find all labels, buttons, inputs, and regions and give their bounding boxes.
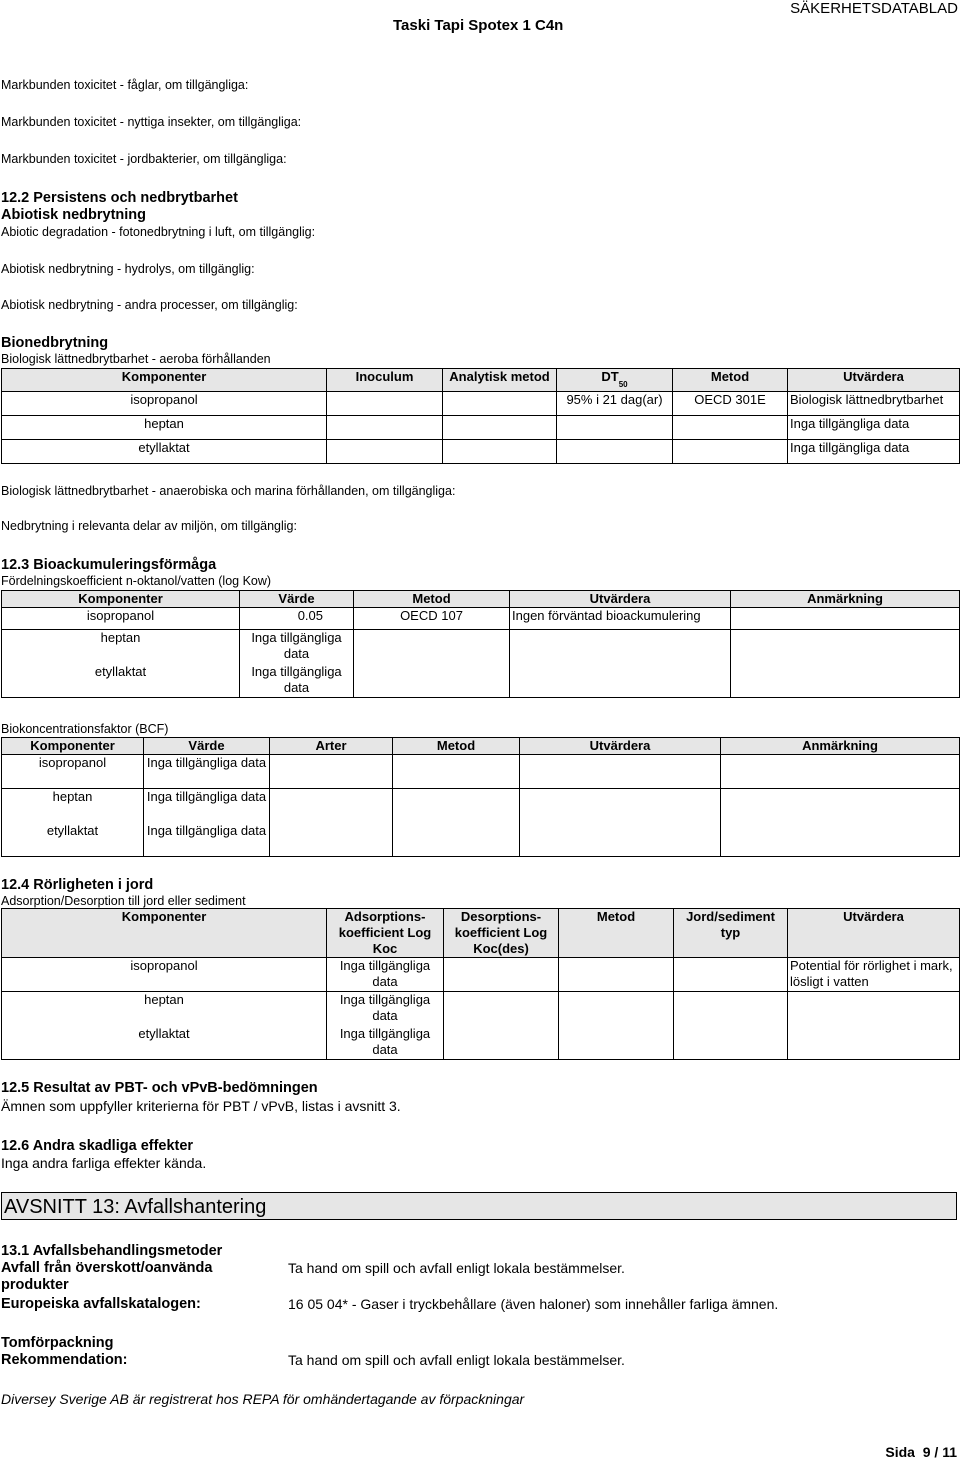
cell-inoculum xyxy=(327,439,443,463)
log-kow-table xyxy=(1,590,960,698)
cell-komponent: heptan xyxy=(2,789,144,823)
abiotic-photodegradation: Abiotic degradation - fotonedbrytning i luft, om tillgänglig: xyxy=(1,225,316,239)
col-komponenter: Komponenter xyxy=(2,738,144,755)
toxicity-insects: Markbunden toxicitet - nyttiga insekter, om tillgängliga: xyxy=(1,115,302,129)
cell-metod xyxy=(393,789,520,857)
cell-metod xyxy=(559,958,674,992)
cell-metod xyxy=(354,664,510,698)
cell-varde: Inga tillgängliga data xyxy=(144,755,270,789)
recommendation-value: Ta hand om spill och avfall enligt lokala bestämmelser. xyxy=(288,1352,625,1368)
recommendation-label: Rekommendation: xyxy=(1,1352,128,1368)
cell-varde: Inga tillgängliga data xyxy=(240,664,354,698)
section-12-6-text: Inga andra farliga effekter kända. xyxy=(1,1155,207,1171)
col-metod: Metod xyxy=(393,738,520,755)
cell-metod xyxy=(559,992,674,1060)
cell-metod xyxy=(673,415,788,439)
cell-anmarkning xyxy=(721,755,960,789)
col-utvardera: Utvärdera xyxy=(788,369,960,392)
cell-anmarkning xyxy=(731,608,960,630)
col-komponenter: Komponenter xyxy=(2,591,240,608)
page-label: Sida xyxy=(885,1444,915,1460)
col-adsorption: Adsorptions-koefficient Log Koc xyxy=(327,909,444,958)
col-varde: Värde xyxy=(240,591,354,608)
col-desorption: Desorptions-koefficient Log Koc(des) xyxy=(444,909,559,958)
cell-komponent: etyllaktat xyxy=(2,664,240,698)
cell-utvardera xyxy=(520,789,721,857)
col-anmarkning: Anmärkning xyxy=(731,591,960,608)
cell-anmarkning xyxy=(721,789,960,857)
table-row xyxy=(2,789,960,823)
page-number xyxy=(885,1444,957,1460)
cell-metod xyxy=(354,630,510,664)
cell-komponent: etyllaktat xyxy=(2,823,144,857)
cell-metod xyxy=(673,439,788,463)
cell-desorption xyxy=(444,958,559,992)
col-komponenter: Komponenter xyxy=(2,909,327,958)
cell-adsorption: Inga tillgängliga data xyxy=(327,958,444,992)
cell-varde: Inga tillgängliga data xyxy=(144,823,270,857)
cell-utvardera: Biologisk lättnedbrytbarhet xyxy=(788,391,960,415)
table-row xyxy=(2,439,960,463)
cell-arter xyxy=(270,789,393,857)
cell-metod xyxy=(393,755,520,789)
cell-analytisk xyxy=(443,415,557,439)
abiotic-other: Abiotisk nedbrytning - andra processer, om tillgänglig: xyxy=(1,298,298,312)
cell-komponent: isopropanol xyxy=(2,608,240,630)
cell-dt50: 95% i 21 dag(ar) xyxy=(557,391,673,415)
waste-surplus-value: Ta hand om spill och avfall enligt lokala bestämmelser. xyxy=(288,1260,625,1276)
section-13-1-heading: 13.1 Avfallsbehandlingsmetoder xyxy=(1,1243,223,1259)
cell-varde: Inga tillgängliga data xyxy=(144,789,270,823)
col-metod: Metod xyxy=(673,369,788,392)
cell-utvardera xyxy=(510,630,731,698)
cell-adsorption: Inga tillgängliga data xyxy=(327,1026,444,1060)
bcf-table xyxy=(1,737,960,857)
col-metod: Metod xyxy=(559,909,674,958)
cell-utvardera: Inga tillgängliga data xyxy=(788,439,960,463)
col-inoculum: Inoculum xyxy=(327,369,443,392)
cell-arter xyxy=(270,755,393,789)
table-row xyxy=(2,630,960,664)
cell-utvardera xyxy=(788,992,960,1060)
toxicity-soil-bacteria: Markbunden toxicitet - jordbakterier, om tillgängliga: xyxy=(1,152,287,166)
cell-komponent: heptan xyxy=(2,992,327,1026)
cell-utvardera: Inga tillgängliga data xyxy=(788,415,960,439)
cell-metod: OECD 107 xyxy=(354,608,510,630)
adsorption-label: Adsorption/Desorption till jord eller sediment xyxy=(1,894,246,908)
biodegradation-heading: Bionedbrytning xyxy=(1,335,109,351)
waste-surplus-label: Avfall från överskott/oanvända produkter xyxy=(1,1260,213,1293)
col-utvardera: Utvärdera xyxy=(788,909,960,958)
cell-komponent: heptan xyxy=(2,630,240,664)
document-title: Taski Tapi Spotex 1 C4n xyxy=(393,17,564,34)
col-utvardera: Utvärdera xyxy=(520,738,721,755)
cell-adsorption: Inga tillgängliga data xyxy=(327,992,444,1026)
page-value: 9 / 11 xyxy=(922,1444,957,1460)
anaerobic-label: Biologisk lättnedbrytbarhet - anaerobiska och marina förhållanden, om tillgängliga: xyxy=(1,484,456,498)
cell-inoculum xyxy=(327,391,443,415)
col-utvardera: Utvärdera xyxy=(510,591,731,608)
cell-utvardera: Potential för rörlighet i mark, lösligt i vatten xyxy=(788,958,960,992)
col-komponenter: Komponenter xyxy=(2,369,327,392)
cell-komponent: isopropanol xyxy=(2,958,327,992)
col-dt50: $DT_{50}$ xyxy=(557,369,673,392)
cell-dt50 xyxy=(557,439,673,463)
log-kow-label: Fördelningskoefficient n-oktanol/vatten (log Kow) xyxy=(1,574,272,588)
table-row xyxy=(2,415,960,439)
section-12-2-heading: 12.2 Persistens och nedbrytbarhet xyxy=(1,190,238,206)
section-13-title: AVSNITT 13: Avfallshantering xyxy=(1,1192,957,1220)
empty-packaging-label: Tomförpackning xyxy=(1,1335,114,1351)
environment-degradation-label: Nedbrytning i relevanta delar av miljön, om tillgänglig: xyxy=(1,519,297,533)
col-metod: Metod xyxy=(354,591,510,608)
col-arter: Arter xyxy=(270,738,393,755)
section-12-6-heading: 12.6 Andra skadliga effekter xyxy=(1,1138,194,1154)
cell-anmarkning xyxy=(731,630,960,698)
cell-jord xyxy=(674,992,788,1060)
cell-komponent: etyllaktat xyxy=(2,1026,327,1060)
cell-utvardera xyxy=(520,755,721,789)
cell-dt50 xyxy=(557,415,673,439)
table-row xyxy=(2,958,960,992)
table-row xyxy=(2,391,960,415)
cell-analytisk xyxy=(443,439,557,463)
table-row xyxy=(2,608,960,630)
abiotic-hydrolysis: Abiotisk nedbrytning - hydrolys, om tillgänglig: xyxy=(1,262,255,276)
cell-varde: Inga tillgängliga data xyxy=(240,630,354,664)
cell-komponent: isopropanol xyxy=(2,755,144,789)
adsorption-table xyxy=(1,908,960,1060)
biodegradation-table xyxy=(1,368,960,464)
table-row xyxy=(2,755,960,789)
cell-metod: OECD 301E xyxy=(673,391,788,415)
section-12-3-heading: 12.3 Bioackumuleringsförmåga xyxy=(1,557,217,573)
cell-jord xyxy=(674,958,788,992)
ewc-value: 16 05 04* - Gaser i tryckbehållare (även haloner) som innehåller farliga ämnen. xyxy=(288,1296,779,1312)
repa-note: Diversey Sverige AB är registrerat hos REPA för omhändertagande av förpackningar xyxy=(1,1391,525,1407)
col-anmarkning: Anmärkning xyxy=(721,738,960,755)
bcf-label: Biokoncentrationsfaktor (BCF) xyxy=(1,722,169,736)
col-jord-sediment: Jord/sediment typ xyxy=(674,909,788,958)
ewc-label: Europeiska avfallskatalogen: xyxy=(1,1296,201,1312)
cell-komponent: heptan xyxy=(2,415,327,439)
cell-utvardera: Ingen förväntad bioackumulering xyxy=(510,608,731,630)
cell-komponent: etyllaktat xyxy=(2,439,327,463)
section-12-4-heading: 12.4 Rörligheten i jord xyxy=(1,877,154,893)
cell-desorption xyxy=(444,992,559,1060)
abiotic-heading: Abiotisk nedbrytning xyxy=(1,207,146,223)
col-analytisk-metod: Analytisk metod xyxy=(443,369,557,392)
section-12-5-text: Ämnen som uppfyller kriterierna för PBT / vPvB, listas i avsnitt 3. xyxy=(1,1098,401,1114)
cell-varde: 0.05 xyxy=(240,608,354,630)
col-varde: Värde xyxy=(144,738,270,755)
cell-inoculum xyxy=(327,415,443,439)
toxicity-birds: Markbunden toxicitet - fåglar, om tillgängliga: xyxy=(1,78,249,92)
document-type: SÄKERHETSDATABLAD xyxy=(790,0,958,17)
cell-komponent: isopropanol xyxy=(2,391,327,415)
biodegradation-aerobic-label: Biologisk lättnedbrytbarhet - aeroba förhållanden xyxy=(1,352,271,366)
cell-analytisk xyxy=(443,391,557,415)
section-12-5-heading: 12.5 Resultat av PBT- och vPvB-bedömningen xyxy=(1,1080,318,1096)
table-row xyxy=(2,992,960,1026)
